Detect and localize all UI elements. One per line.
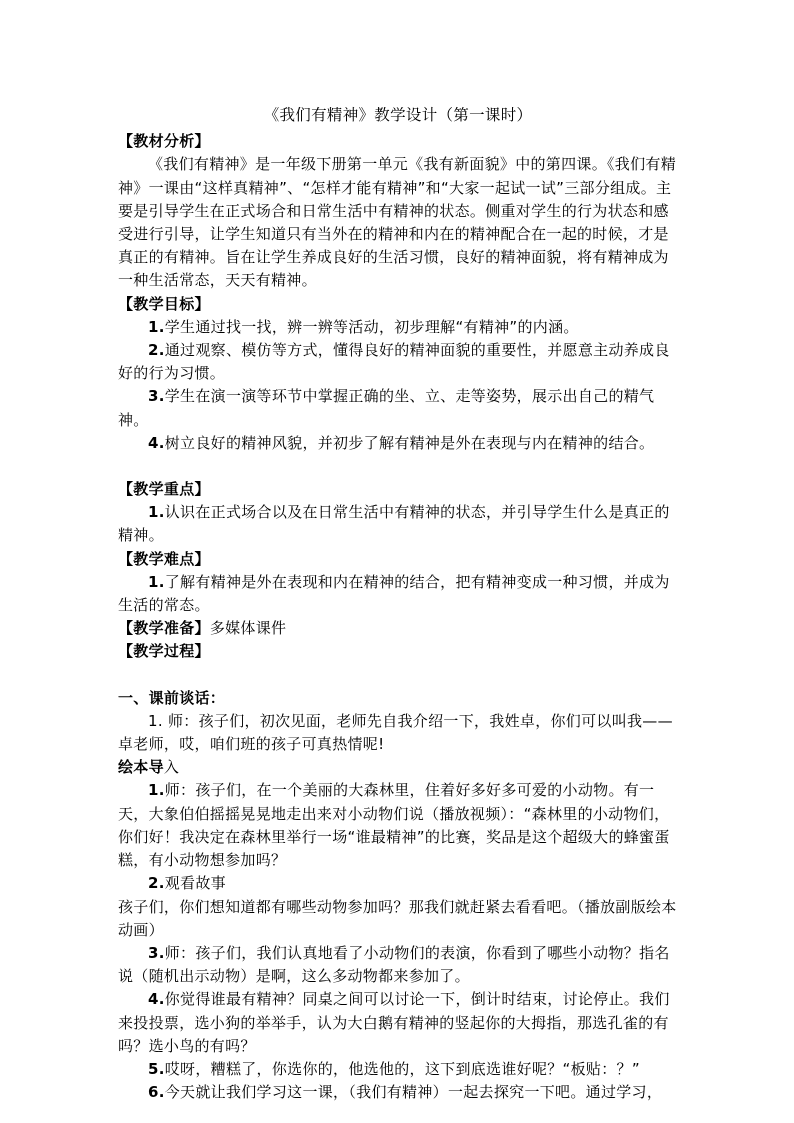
story-item-2-continuation: 孩子们，你们想知道都有哪些动物参加吗？那我们就赶紧去看看吧。（播放副版绘本动画）	[118, 897, 677, 939]
story-item-4	[118, 988, 678, 1058]
analysis-paragraph: 《我们有精神》是一年级下册第一单元《我有新面貌》中的第四课。《我们有精神》一课由“这样真精神”、“怎样才能有精神”和“大家一起试一试”三部分组成。主要是引导学生在正式场合和日常生活中有精神的状态。侧重对学生的行为状态和感受进行引导，让学生知道只有当外在的精神和内在的精神配合在一起的时候，才是真正的有精神。旨在让学生养成良好的生活习惯，良好的精神面貌，将有精神成为一种生活常态，天天有精神。	[118, 155, 677, 290]
story-text: 师：孩子们，在一个美丽的大森林里，住着好多好多可爱的小动物。有一天，大象伯伯摇摇晃晃地走出来对小动物们说（播放视频）：“森林里的小动物们，你们好！我决定在森林里举行一场“谁最精神”的比赛，奖品是这个超级大的蜂蜜蛋糕，有小动物想参加吗？	[118, 781, 670, 870]
story-text: 今天就让我们学习这一课，（我们有精神）一起去探究一下吧。通过学习，	[164, 1083, 663, 1102]
section-heading-key-points: 【教学重点】	[118, 480, 210, 499]
goal-text: 学生通过找一找，辨一辨等活动，初步理解“有精神”的内涵。	[164, 317, 579, 336]
goal-text: 通过观察、模仿等方式，懂得良好的精神面貌的重要性，并愿意主动养成良好的行为习惯。	[118, 341, 670, 383]
subheading-picture-book	[118, 756, 678, 779]
key-point-number: 1.	[148, 503, 165, 522]
section-heading-analysis: 【教材分析】	[118, 132, 210, 151]
key-point-text: 认识在正式场合以及在日常生活中有精神的状态，并引导学生什么是真正的精神。	[118, 503, 670, 545]
goal-item-1	[118, 316, 678, 339]
subheading-tail-text: 入	[163, 758, 180, 777]
story-text: 师：孩子们，我们认真地看了小动物们的表演，你看到了哪些小动物？指名说（随机出示动物）是啊，这么多动物都来参加了。	[118, 943, 670, 986]
goal-number: 1.	[148, 317, 165, 336]
story-item-3	[118, 942, 678, 988]
story-item-6	[118, 1081, 678, 1104]
goal-number: 4.	[148, 433, 165, 452]
section-heading-preparation: 【教学准备】	[118, 619, 210, 638]
story-number: 5.	[148, 1059, 165, 1078]
story-number: 4.	[148, 990, 165, 1009]
section-heading-process: 【教学过程】	[118, 642, 210, 661]
story-item-5	[118, 1058, 678, 1081]
story-number: 3.	[148, 943, 165, 962]
document-title: 《我们有精神》教学设计（第一课时）	[263, 106, 533, 124]
story-item-1	[118, 779, 678, 872]
story-text: 哎呀，糟糕了，你选你的，他选他的，这下到底选谁好呢？“板贴：？”	[164, 1059, 640, 1078]
goal-text: 树立良好的精神风貌，并初步了解有精神是外在表现与内在精神的结合。	[164, 433, 655, 452]
difficulty-item-1	[118, 571, 678, 617]
story-text: 你觉得谁最有精神？同桌之间可以讨论一下，倒计时结束，讨论停止。我们来投投票，选小狗的举举手，认为大白鹅有精神的竖起你的大拇指，那选孔雀的有吗？选小鸟的有吗？	[118, 990, 670, 1055]
subheading-bold-text: 绘本导	[118, 758, 164, 777]
section-heading-goals: 【教学目标】	[118, 294, 210, 313]
talk-number: 1.	[148, 711, 163, 730]
difficulty-text: 了解有精神是外在表现和内在精神的结合，把有精神变成一种习惯，并成为生活的常态。	[118, 572, 670, 615]
difficulty-number: 1.	[148, 572, 165, 591]
story-item-2	[118, 872, 678, 895]
preparation-line	[118, 617, 678, 640]
story-text: 观看故事	[164, 874, 226, 893]
spacer	[118, 455, 678, 478]
goal-text: 学生在演一演等环节中掌握正确的坐、立、走等姿势，展示出自己的精气神。	[118, 387, 655, 429]
goal-item-2	[118, 339, 678, 385]
document-body	[118, 104, 678, 1104]
story-number: 1.	[148, 781, 165, 800]
talk-item-1	[118, 710, 678, 756]
talk-text: 师：孩子们，初次见面，老师先自我介绍一下，我姓卓，你们可以叫我——卓老师，哎，咱们班的孩子可真热情呢!	[118, 711, 673, 754]
spacer	[118, 664, 678, 687]
preparation-text: 多媒体课件	[209, 619, 287, 638]
story-number: 2.	[148, 874, 165, 893]
goal-number: 3.	[148, 387, 165, 406]
story-number: 6.	[148, 1083, 165, 1102]
section-heading-difficulties: 【教学难点】	[118, 549, 210, 568]
goal-item-4	[118, 432, 678, 455]
goal-number: 2.	[148, 341, 165, 360]
part-heading-talk: 一、课前谈话：	[118, 688, 226, 707]
goal-item-3	[118, 385, 678, 431]
key-point-item-1	[118, 501, 678, 547]
